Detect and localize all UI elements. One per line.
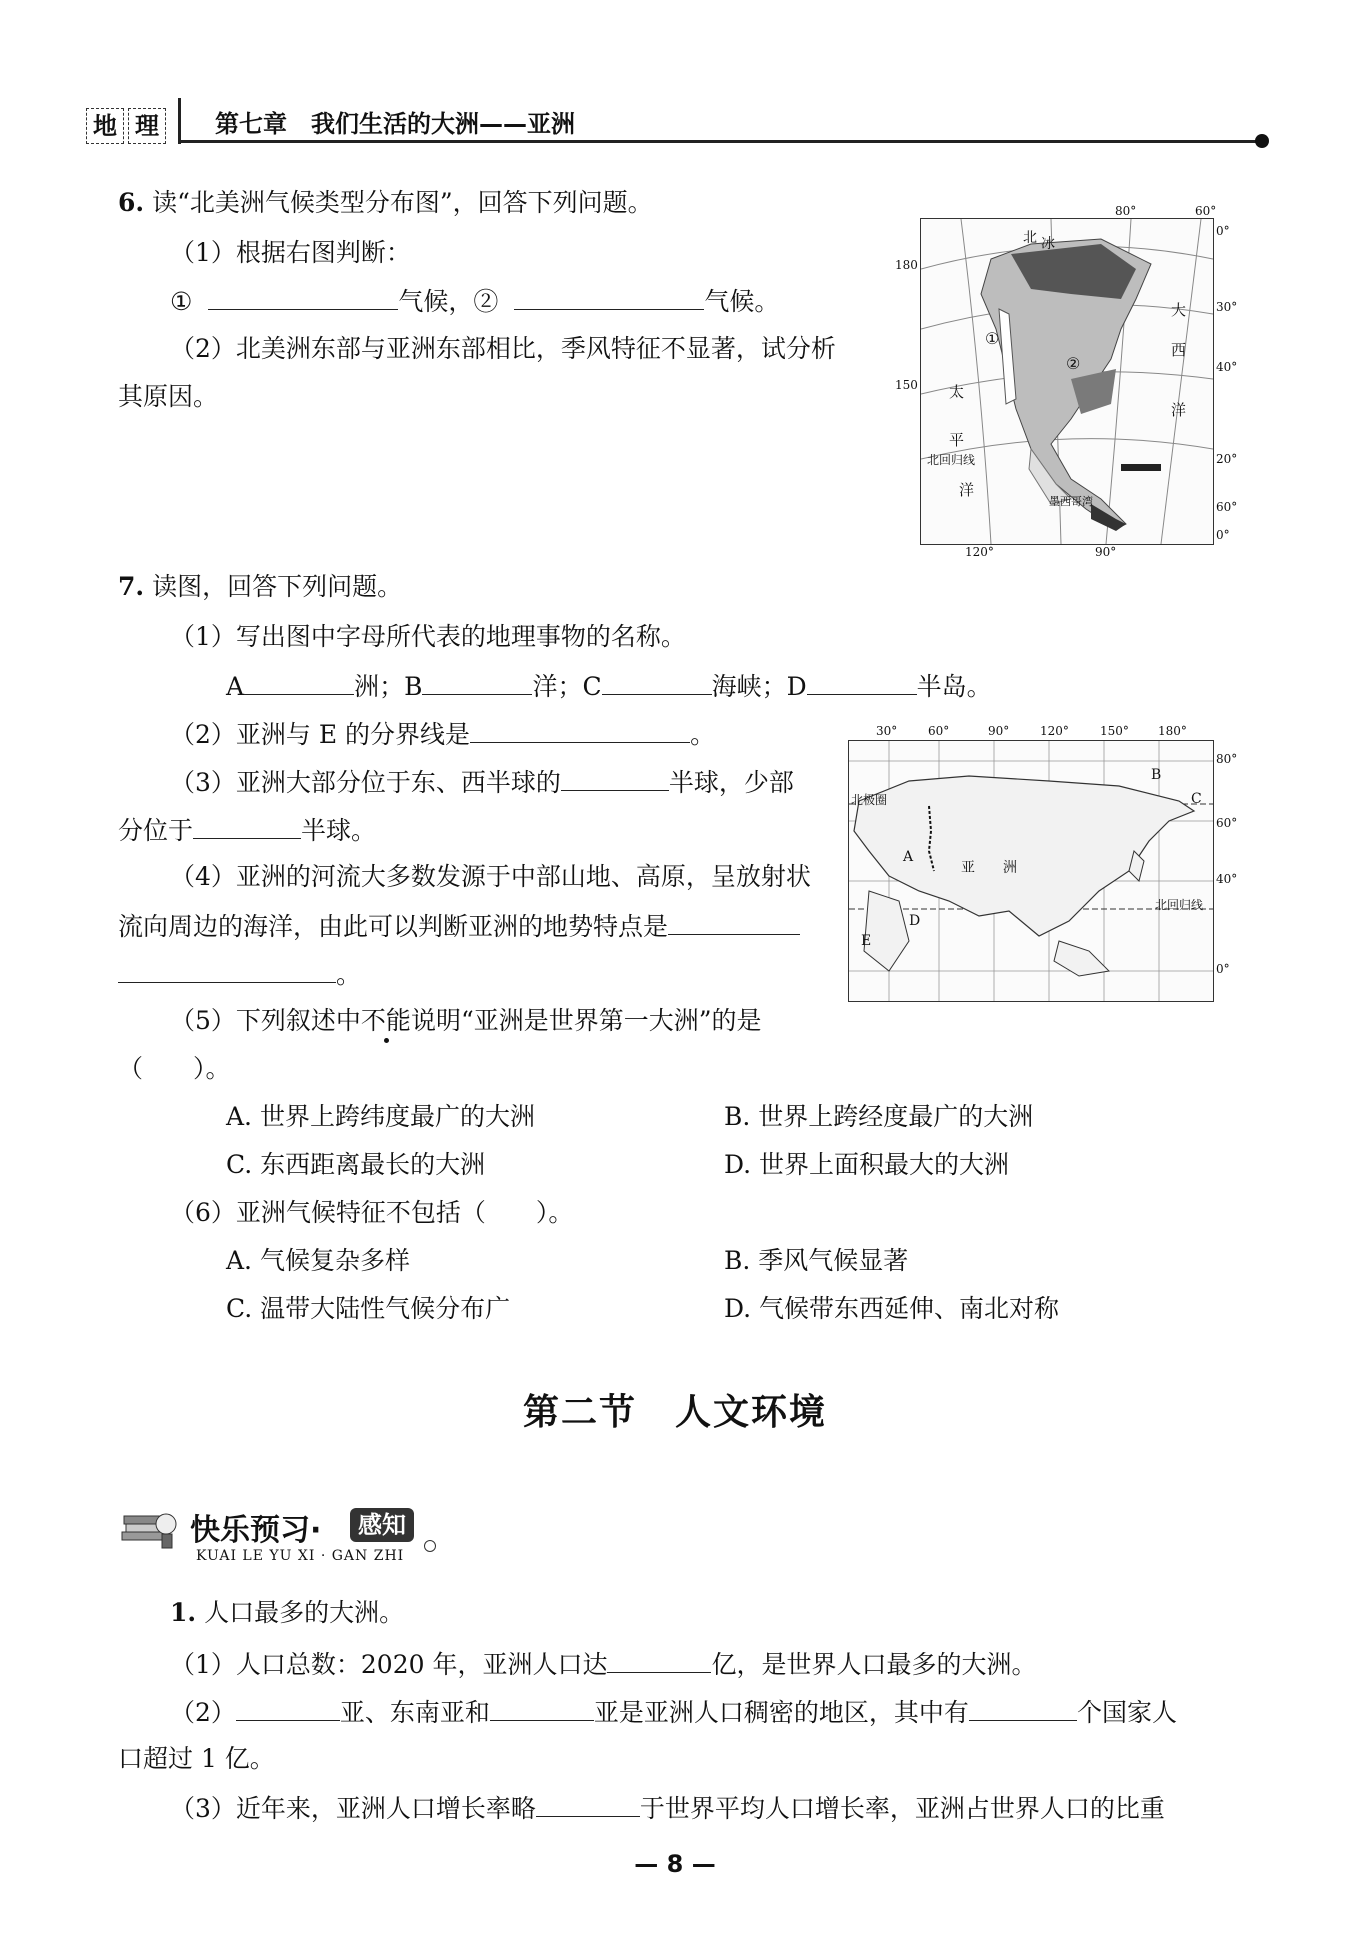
na-lon-left-150: 150 [895, 378, 918, 392]
q7-blank-D[interactable] [807, 668, 917, 695]
na-lat-r-40: 40° [1216, 360, 1238, 374]
asia-label-tropic: 北回归线 [1155, 898, 1204, 912]
q7-sub6-opt-B[interactable]: B. 季风气候显著 [724, 1246, 909, 1275]
subject-box-1: 地 [86, 108, 124, 144]
p1-sub1-b: 亿，是世界人口最多的大洲。 [711, 1650, 1037, 1679]
north-america-climate-map [920, 218, 1214, 545]
q7-suffix-D: 半岛。 [916, 672, 992, 701]
preview-circle [424, 1540, 436, 1552]
preview-label: 快乐预习· [190, 1513, 322, 1548]
asia-letter-D: D [909, 913, 921, 929]
q7-sub6-opt-C[interactable]: C. 温带大陆性气候分布广 [226, 1294, 511, 1323]
books-icon [118, 1502, 182, 1552]
q7-blank-terrain-1[interactable] [668, 908, 800, 935]
asia-letter-B: B [1151, 767, 1162, 783]
asia-lon-90: 90° [988, 724, 1010, 738]
asia-lon-30: 30° [876, 724, 898, 738]
q7-letter-A: A [226, 672, 245, 701]
asia-lat-60: 60° [1216, 816, 1238, 830]
p1-sub3-a: （3）近年来，亚洲人口增长率略 [170, 1794, 536, 1823]
p1-sub2 [170, 1694, 1177, 1730]
q7-sub5-a: （5）下列叙述中 [170, 1006, 361, 1035]
na-lon-bottom-90: 90° [1095, 545, 1117, 559]
na-label-yang-pac: 洋 [959, 481, 975, 499]
q6-number: 6. [118, 188, 145, 217]
na-lat-r-60: 60° [1216, 500, 1238, 514]
q7-sub5-opt-C[interactable]: C. 东西距离最长的大洲 [226, 1150, 486, 1179]
q7-sub1-blanks [226, 668, 992, 704]
q7-sub4-end: 。 [336, 960, 362, 989]
na-label-tai: 太 [949, 383, 965, 401]
q7-blank-E[interactable] [470, 716, 690, 743]
circle-1: ① [170, 287, 193, 316]
q7-number: 7. [118, 572, 145, 601]
q7-blank-B[interactable] [422, 668, 532, 695]
p1-sub2-d: 个国家人 [1076, 1698, 1177, 1727]
na-lon-left-180: 180 [895, 258, 918, 272]
q7-sub5-paren: （ ）。 [118, 1054, 231, 1083]
q7-sub3-line1 [170, 764, 794, 800]
na-lon-top-60: 60° [1195, 204, 1217, 218]
p1-title-text: 人口最多的大洲。 [204, 1598, 405, 1627]
q7-sub2-text: （2）亚洲与 E 的分界线是 [170, 720, 471, 749]
p1-sub3-b: 于世界平均人口增长率，亚洲占世界人口的比重 [639, 1794, 1165, 1823]
q7-sub6-opt-D[interactable]: D. 气候带东西延伸、南北对称 [724, 1294, 1060, 1323]
p1-title [170, 1596, 404, 1630]
na-lat-r-0b: 0° [1216, 528, 1230, 542]
asia-label-arctic: 北极圈 [851, 793, 888, 807]
q7-suffix-B: 洋；C [532, 672, 602, 701]
q6-sub2-line1: （2）北美洲东部与亚洲东部相比，季风特征不显著，试分析 [170, 334, 836, 363]
q7-blank-A[interactable] [244, 668, 354, 695]
q6-sub2-line2: 其原因。 [118, 382, 219, 411]
q7-blank-terrain-2[interactable] [118, 956, 336, 983]
section-title: 第二节 人文环境 [522, 1392, 827, 1433]
na-label-ping: 平 [949, 431, 965, 449]
p1-sub2-c: 亚是亚洲人口稠密的地区，其中有 [593, 1698, 969, 1727]
asia-label-asia: 亚 洲 [961, 860, 1017, 876]
q7-sub3-d: 半球。 [301, 816, 377, 845]
q7-sub3-c: 分位于 [118, 816, 194, 845]
q7-sub4-line1: （4）亚洲的河流大多数发源于中部山地、高原，呈放射状 [170, 862, 811, 891]
q7-sub3-b: 半球，少部 [668, 768, 794, 797]
chapter-title: 第七章 我们生活的大洲——亚洲 [215, 110, 575, 138]
na-label-yang-atl: 洋 [1171, 401, 1187, 419]
q7-sub1: （1）写出图中字母所代表的地理事物的名称。 [170, 622, 686, 651]
p1-blank-region2[interactable] [490, 1694, 594, 1721]
p1-sub2-a: （2） [170, 1698, 236, 1727]
q6-sub1-blanks [170, 283, 779, 319]
q7-sub2 [170, 716, 715, 752]
q7-title-text: 读图，回答下列问题。 [152, 572, 403, 601]
preview-pinyin: KUAI LE YU XI · GAN ZHI [196, 1548, 405, 1564]
p1-blank-pop[interactable] [607, 1646, 711, 1673]
q7-blank-hemi2[interactable] [193, 812, 301, 839]
asia-map [848, 740, 1214, 1002]
p1-sub1 [170, 1646, 1037, 1682]
p1-sub2-b: 亚、东南亚和 [339, 1698, 490, 1727]
asia-letter-A: A [903, 849, 914, 865]
q7-sub3-line2 [118, 812, 376, 848]
q7-sub6-opt-A[interactable]: A. 气候复杂多样 [226, 1246, 410, 1275]
asia-lon-180: 180° [1158, 724, 1187, 738]
q7-suffix-A: 洲；B [354, 672, 423, 701]
na-circle-1: ① [985, 329, 1000, 348]
header-dot [1255, 134, 1269, 148]
q6-sub1: （1）根据右图判断： [170, 238, 411, 267]
q7-sub5-opt-B[interactable]: B. 世界上跨经度最广的大洲 [724, 1102, 1034, 1131]
q6-suffix-1: 气候，② [398, 287, 499, 316]
p1-blank-region1[interactable] [236, 1694, 340, 1721]
p1-blank-rate[interactable] [536, 1790, 640, 1817]
q7-sub5-b: 说明“亚洲是世界第一大洲”的是 [410, 1006, 762, 1035]
q6-title [118, 186, 653, 220]
na-circle-2: ② [1066, 354, 1081, 373]
q7-sub5-opt-A[interactable]: A. 世界上跨纬度最广的大洲 [226, 1102, 535, 1131]
q7-blank-hemi1[interactable] [561, 764, 669, 791]
na-lon-top-80: 80° [1115, 204, 1137, 218]
q6-blank-1[interactable] [208, 283, 398, 310]
q7-sub5-opt-D[interactable]: D. 世界上面积最大的大洲 [724, 1150, 1010, 1179]
p1-number: 1. [170, 1598, 197, 1627]
na-label-ice: 冰 [1041, 236, 1055, 252]
q7-suffix-C: 海峡；D [711, 672, 807, 701]
asia-lon-150: 150° [1100, 724, 1129, 738]
na-label-xi: 西 [1171, 341, 1187, 359]
q6-title-text: 读“北美洲气候类型分布图”，回答下列问题。 [152, 188, 653, 217]
asia-lat-40: 40° [1216, 872, 1238, 886]
q7-sub4-line2 [118, 908, 800, 944]
header-separator [178, 98, 181, 144]
header-rule [180, 140, 1260, 143]
q6-suffix-2: 气候。 [704, 287, 780, 316]
na-lat-r-0a: 0° [1216, 224, 1230, 238]
p1-blank-count[interactable] [969, 1694, 1077, 1721]
na-label-da: 大 [1171, 301, 1187, 319]
q7-sub3-a: （3）亚洲大部分位于东、西半球的 [170, 768, 561, 797]
p1-sub1-a: （1）人口总数：2020 年，亚洲人口达 [170, 1650, 608, 1679]
na-label-gulf: 墨西哥湾 [1049, 495, 1093, 508]
q7-sub5-emph: 不能 [360, 1006, 411, 1035]
preview-tag: 感知 [350, 1508, 414, 1542]
q7-sub4-line3 [118, 956, 361, 992]
na-lat-r-30: 30° [1216, 300, 1238, 314]
asia-lat-80: 80° [1216, 752, 1238, 766]
asia-lon-60: 60° [928, 724, 950, 738]
page-number: — 8 — [634, 1850, 716, 1878]
q7-sub4-b: 流向周边的海洋，由此可以判断亚洲的地势特点是 [118, 912, 669, 941]
q6-blank-2[interactable] [514, 283, 704, 310]
asia-lat-0: 0° [1216, 962, 1230, 976]
na-label-north: 北 [1023, 230, 1037, 246]
asia-letter-E: E [861, 933, 872, 949]
q7-blank-C[interactable] [602, 668, 712, 695]
asia-letter-C: C [1191, 791, 1202, 807]
asia-lon-120: 120° [1040, 724, 1069, 738]
p1-sub2-line2: 口超过 1 亿。 [118, 1744, 275, 1773]
q7-sub5 [170, 1004, 762, 1038]
q7-sub6: （6）亚洲气候特征不包括（ ）。 [170, 1198, 574, 1227]
na-label-tropic: 北回归线 [927, 453, 976, 467]
q7-title [118, 570, 402, 604]
q7-sub2-end: 。 [690, 720, 716, 749]
subject-box-2: 理 [128, 108, 166, 144]
p1-sub3 [170, 1790, 1165, 1826]
na-lon-bottom-120: 120° [965, 545, 994, 559]
na-lat-r-20: 20° [1216, 452, 1238, 466]
